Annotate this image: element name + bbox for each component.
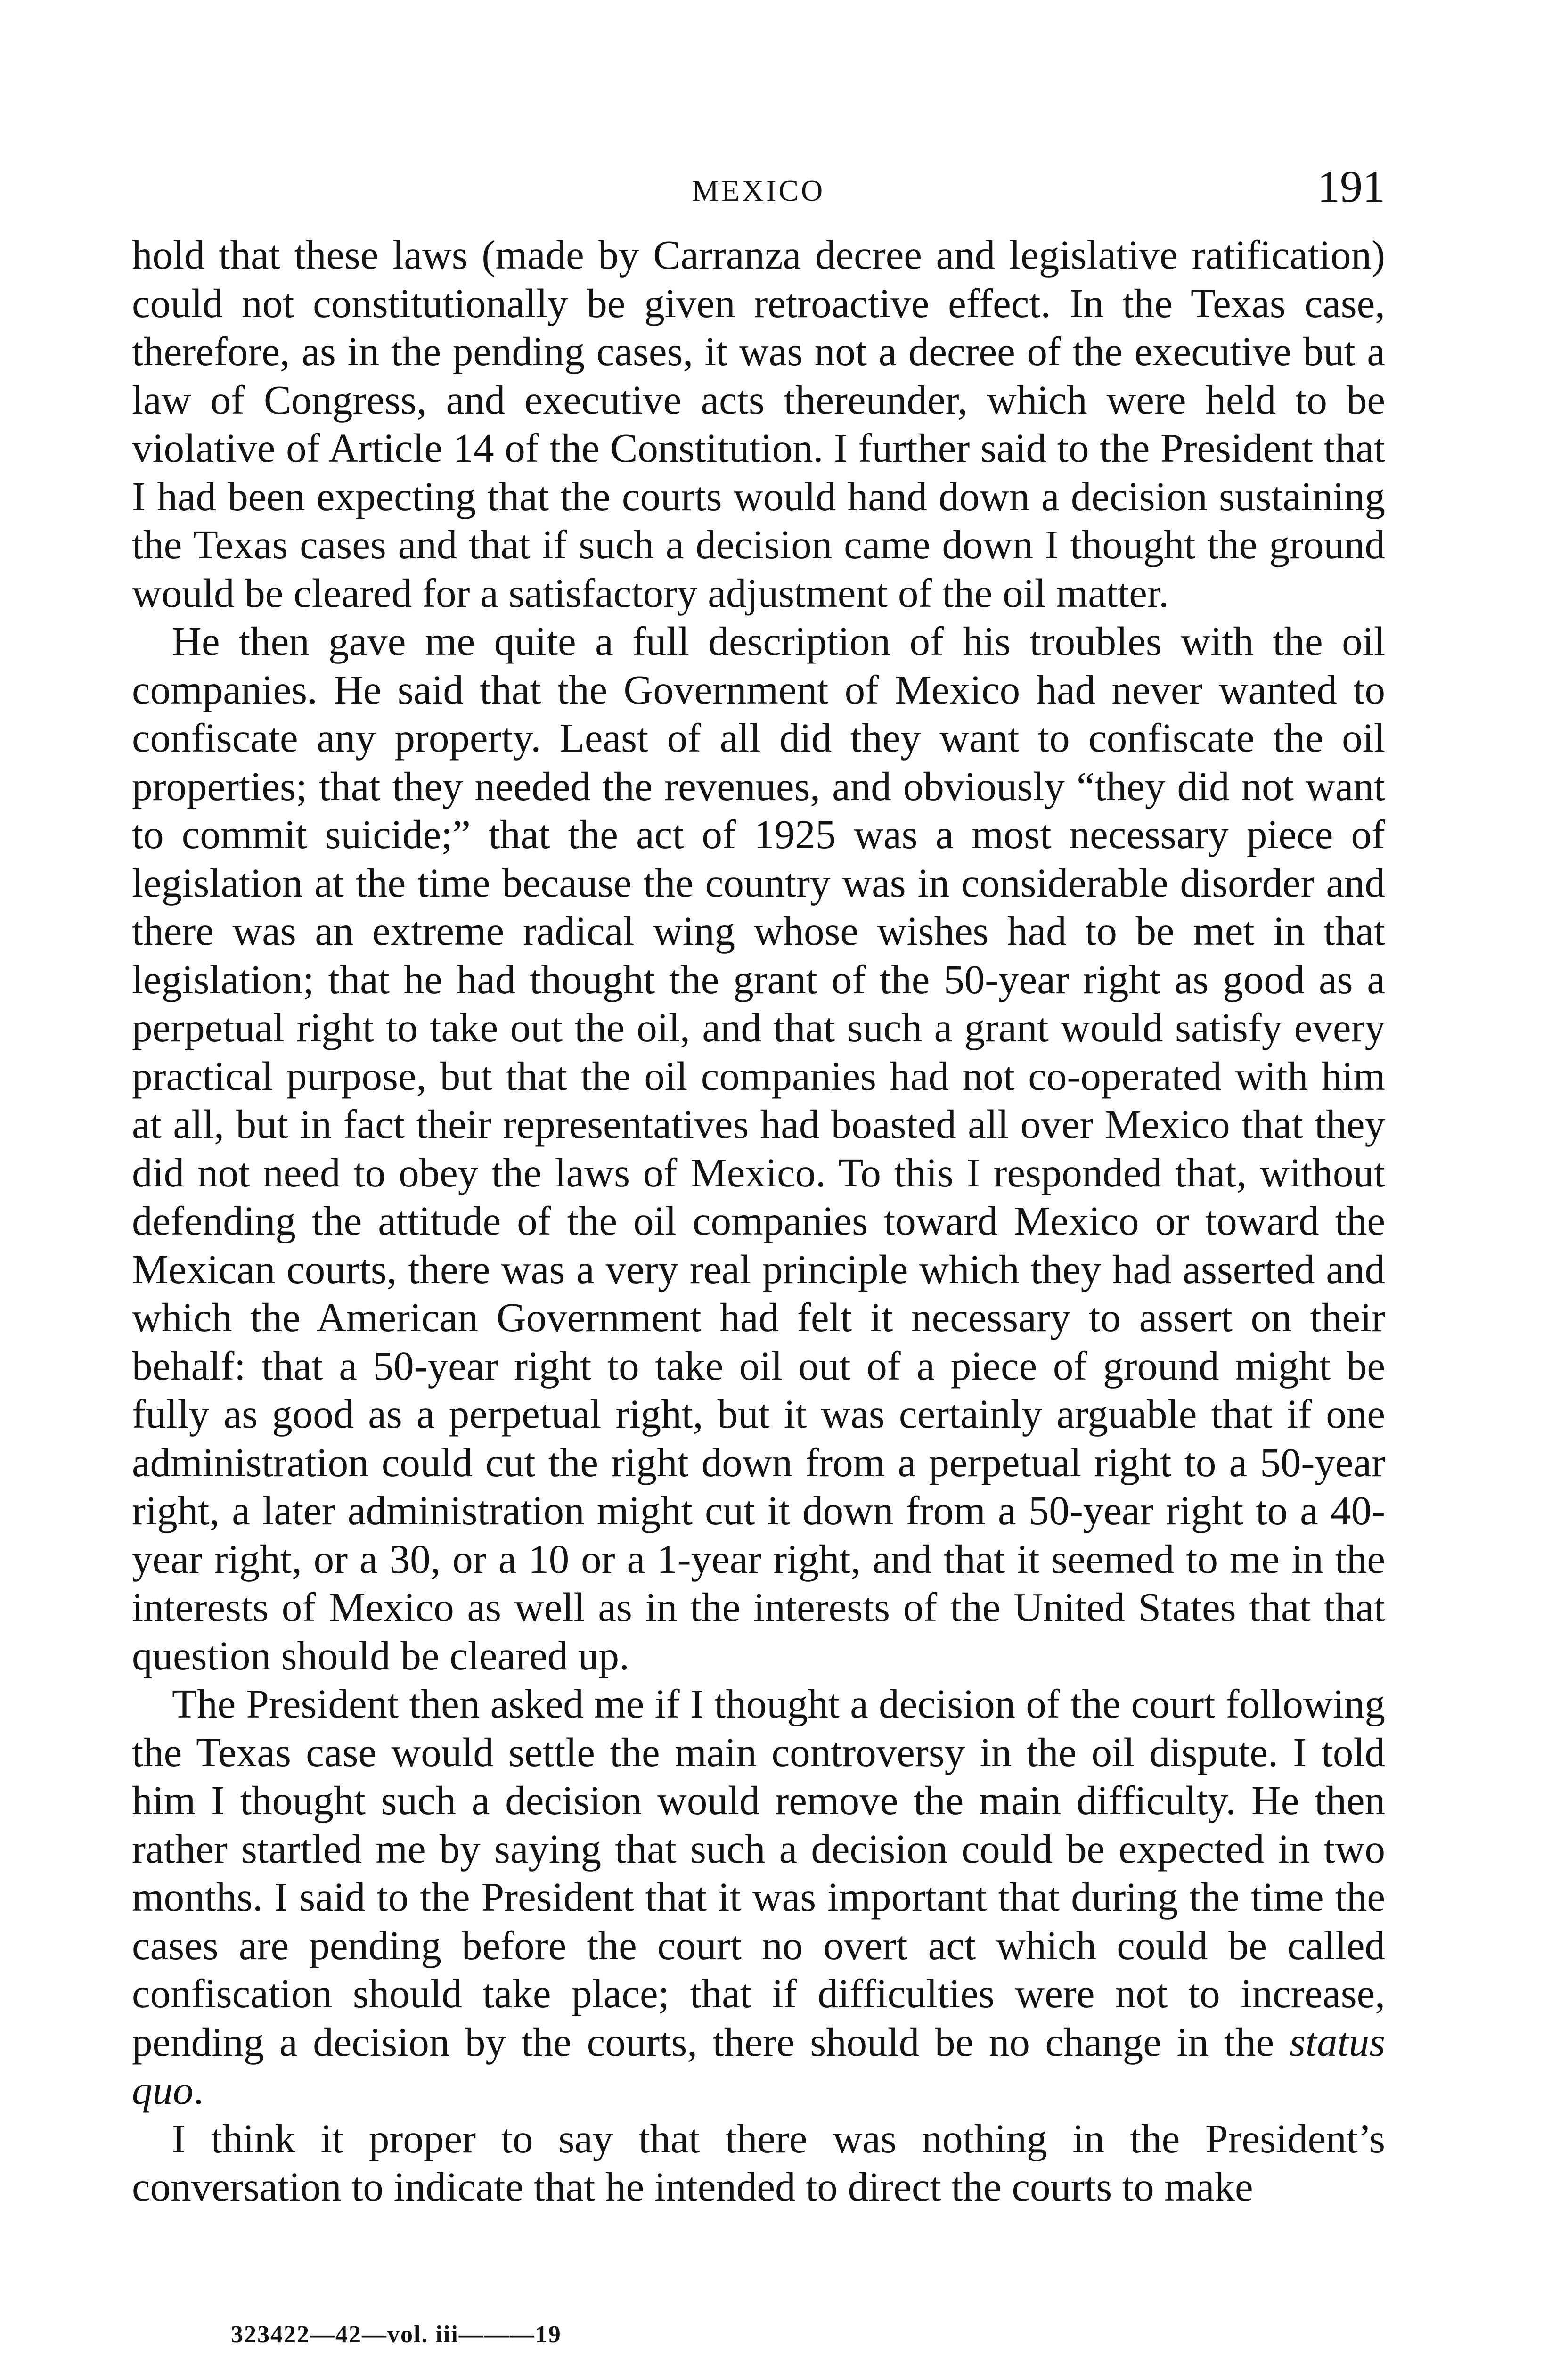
body-text <box>132 231 1385 2211</box>
paragraph-1 <box>132 231 1385 617</box>
paragraph-2 <box>132 617 1385 1680</box>
running-title: MEXICO <box>692 174 825 207</box>
paragraph-4 <box>132 2115 1385 2211</box>
paragraph-text: He then gave me quite a full description of his troubles with the oil companies. He said that the Government of Mexico had never wanted to confiscate any property. Least of all did they want to confiscate the oil properties; that they needed the revenues, and obviously “they did not want to commit suicide;” that the act of 1925 was a most necessary piece of legislation at the time because the country was in considerable disorder and there was an extreme radical wing whose wishes had to be met in that legislation; that he had thought the grant of the 50-year right as good as a perpetual right to take out the oil, and that such a grant would satisfy every practical purpose, but that the oil companies had not co-operated with him at all, but in fact their representatives had boasted all over Mexico that they did not need to obey the laws of Mexico. To this I responded that, without defending the attitude of the oil companies toward Mexico or toward the Mexican courts, there was a very real principle which they had asserted and which the American Government had felt it necessary to assert on their behalf: that a 50-year right to take oil out of a piece of ground might be fully as good as a perpetual right, but it was certainly arguable that if one administration could cut the right down from a perpetual right to a 50-year right, a later administration might cut it down from a 50-year right to a 40-year right, or a 30, or a 10 or a 1-year right, and that it seemed to me in the interests of Mexico as well as in the interests of the United States that that question should be cleared up. <box>132 618 1385 1678</box>
paragraph-text-end: . <box>193 2067 204 2113</box>
paragraph-text: hold that these laws (made by Carranza decree and legislative ratification) could not constitutionally be given retroactive effect. In the Texas case, therefore, as in the pending cases, it was not a decree of the executive but a law of Congress, and executive acts thereunder, which were held to be violative of Article 14 of the Constitution. I further said to the President that I had been expecting that the courts would hand down a decision sustaining the Texas cases and that if such a decision came down I thought the ground would be cleared for a satisfactory adjustment of the oil matter. <box>132 232 1385 616</box>
printer-signature: 323422—42—vol. iii———19 <box>231 2321 562 2348</box>
running-head <box>132 160 1385 217</box>
paragraph-text: I think it proper to say that there was nothing in the President’s conversation to indicate that he intended to direct the courts to make <box>132 2115 1385 2209</box>
italic-phrase: status quo <box>132 2019 1385 2113</box>
page-number: 191 <box>1317 161 1385 212</box>
paragraph-text: The President then asked me if I thought a decision of the court following the Texas case would settle the main controversy in the oil dispute. I told him I thought such a decision would remove the main difficulty. He then rather startled me by saying that such a decision could be expected in two months. I said to the President that it was important that during the time the cases are pending before the court no overt act which could be called confiscation should take place; that if difficulties were not to increase, pending a decision by the courts, there should be no change in the <box>132 1681 1385 2065</box>
paragraph-3 <box>132 1680 1385 2115</box>
